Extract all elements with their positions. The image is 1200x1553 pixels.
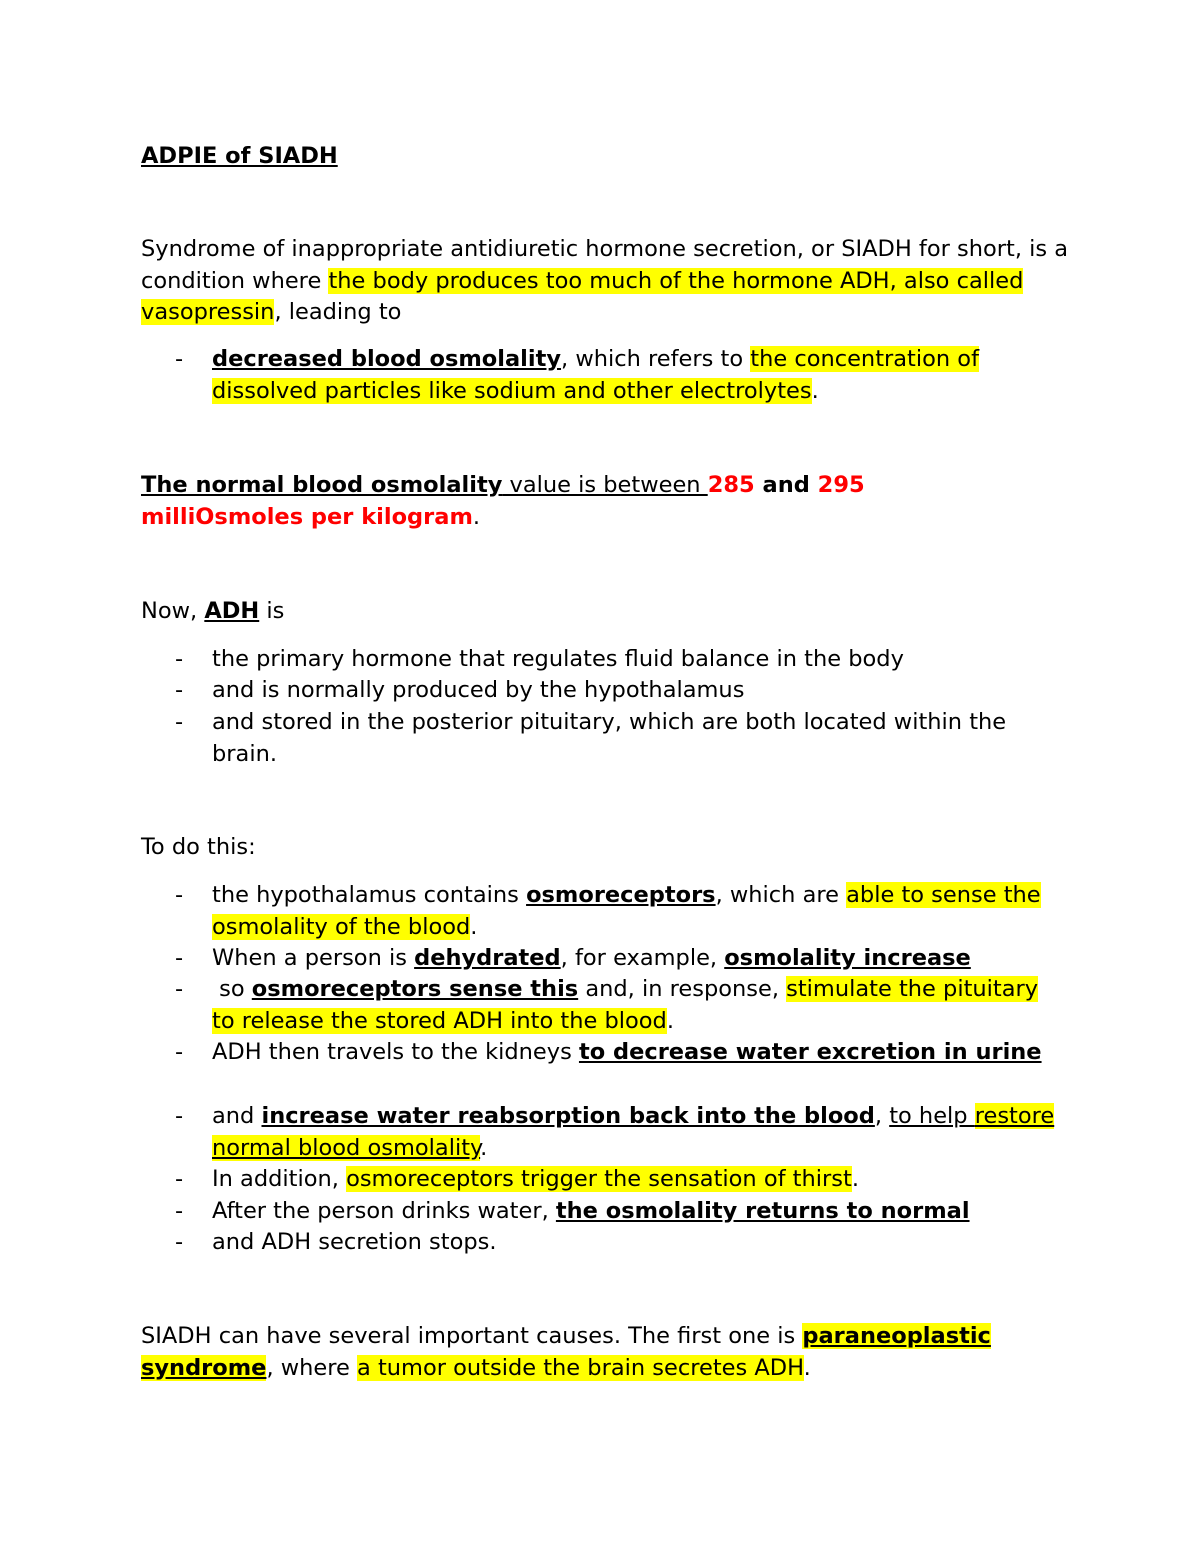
item-text: , which refers to: [561, 346, 751, 372]
bold-term: dehydrated: [414, 945, 561, 971]
highlight-text: able to sense the osmolality of the blood: [212, 882, 1041, 940]
intro-highlight: the body produces too much of the hormone ADH, also called vasopressin: [141, 267, 1024, 325]
item-text-end: .: [470, 913, 478, 940]
item-text: , for example,: [560, 945, 725, 971]
bold-term: to decrease water excretion in urine: [578, 1039, 1042, 1065]
causes-paragraph: [141, 1321, 1081, 1384]
period: .: [472, 503, 481, 530]
highlight-text: stimulate the pituitary to release the stored ADH into the blood: [212, 976, 1039, 1034]
adh-item-text: the primary hormone that regulates fluid balance in the body: [212, 646, 904, 672]
bullet-dash: -: [175, 646, 184, 672]
item-text-end: .: [480, 1134, 488, 1161]
causes-text: SIADH can have several important causes. The first one is: [141, 1323, 803, 1349]
normal-value-paragraph: [141, 470, 1081, 533]
todo-label: To do this:: [141, 834, 256, 860]
item-text: and, in response,: [578, 976, 787, 1002]
item-text-end: .: [851, 1166, 859, 1192]
bold-term: increase water reabsorption back into the blood: [261, 1103, 875, 1129]
item-text: In addition,: [212, 1166, 347, 1192]
adh-item-text: and stored in the posterior pituitary, which are both located within the brain.: [212, 709, 1007, 767]
bold-term: The normal blood osmolality: [141, 472, 503, 498]
value-units: milliOsmoles per kilogram: [141, 503, 473, 530]
bullet-dash: -: [175, 882, 184, 908]
item-text: After the person drinks water,: [212, 1198, 556, 1224]
item-text: ,: [874, 1103, 890, 1129]
value-high: 295: [817, 472, 865, 498]
causes-text-end: .: [803, 1354, 811, 1381]
bold-term: osmoreceptors: [526, 882, 716, 908]
bullet-dash: -: [175, 976, 184, 1002]
item-text-end: .: [666, 1007, 674, 1034]
intro-text: Syndrome of inappropriate antidiuretic hormone secretion, or SIADH for short, is a condition where: [141, 236, 1069, 294]
highlight-text: a tumor outside the brain secretes ADH: [357, 1354, 804, 1381]
bullet-dash: -: [175, 945, 184, 971]
bold-term: paraneoplastic syndrome: [141, 1323, 991, 1381]
item-text-end: .: [811, 377, 819, 404]
bullet-dash: -: [175, 1103, 184, 1129]
bullet-dash: -: [175, 1166, 184, 1192]
bold-term: the osmolality returns to normal: [555, 1198, 970, 1224]
item-text: the hypothalamus contains: [212, 882, 527, 908]
underlined-text: value is between: [502, 472, 708, 498]
adh-intro: [141, 596, 1081, 628]
highlight-text: the concentration of dissolved particles like sodium and other electrolytes: [212, 346, 979, 404]
bold-term: decreased blood osmolality: [212, 346, 562, 372]
highlight-text: osmoreceptors trigger the sensation of thirst: [346, 1166, 852, 1192]
bullet-dash: -: [175, 1198, 184, 1224]
document-title: ADPIE of SIADH: [141, 143, 338, 169]
highlight-text: restore normal blood osmolality: [212, 1103, 1055, 1161]
underlined-text: to help: [889, 1103, 975, 1129]
bullet-dash: -: [175, 1039, 184, 1065]
bullet-dash: -: [175, 709, 184, 735]
item-text: and: [212, 1103, 262, 1129]
adh-item-text: and is normally produced by the hypothalamus: [212, 677, 745, 703]
and-text: and: [754, 472, 818, 498]
item-text: and ADH secretion stops.: [212, 1229, 497, 1255]
item-text: so: [212, 976, 252, 1002]
item-text: When a person is: [212, 945, 415, 971]
value-low: 285: [707, 472, 755, 498]
causes-text: , where: [266, 1354, 358, 1381]
bullet-dash: -: [175, 346, 184, 372]
bullet-dash: -: [175, 1229, 184, 1255]
item-text: , which are: [715, 882, 847, 908]
adh-intro-text: Now,: [141, 598, 205, 624]
intro-paragraph: [141, 234, 1081, 329]
bold-term: osmoreceptors sense this: [251, 976, 579, 1002]
adh-intro-end: is: [259, 598, 285, 624]
intro-text-end: , leading to: [274, 299, 402, 325]
bold-term: osmolality increase: [724, 945, 971, 971]
adh-term: ADH: [204, 598, 260, 624]
item-text: ADH then travels to the kidneys: [212, 1039, 579, 1065]
bullet-dash: -: [175, 677, 184, 703]
